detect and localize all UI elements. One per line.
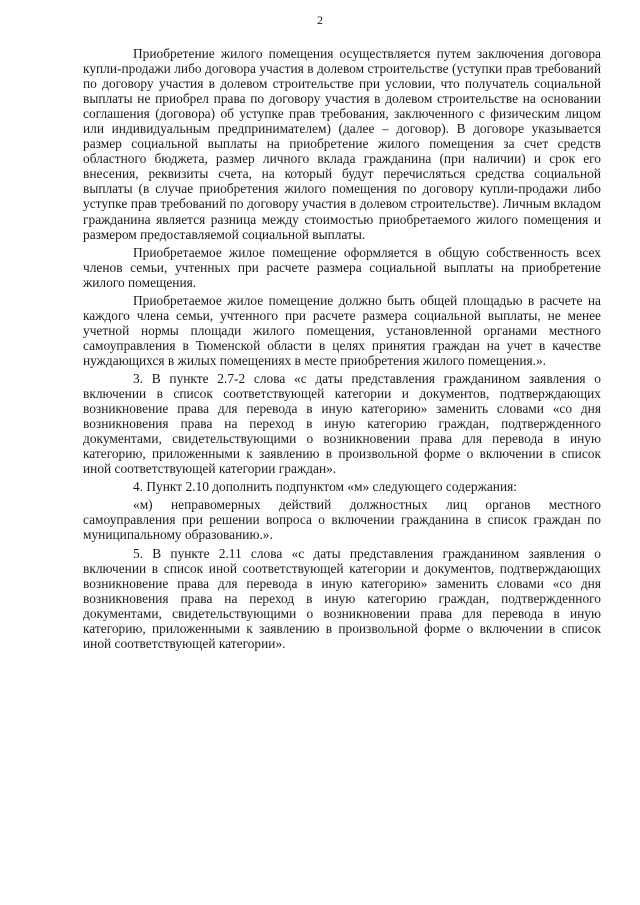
paragraph-item-5: 5. В пункте 2.11 слова «с даты представления гражданином заявления о включении в список иной соответствующей категории и документов, подтверждающих возникновение права для перевода в иную категорию» заменить словами «со дня возникновения права на переход в иную категорию граждан, подтвержденного документами, свидетельствующими о возникновении права для перевода в иную категорию, приложенными к заявлению в произвольной форме о включении в список иной соответствующей категории». <box>83 545 601 651</box>
paragraph-common-ownership: Приобретаемое жилое помещение оформляется в общую собственность всех членов семьи, учтенных при расчете размера социальной выплаты на приобретение жилого помещения. <box>83 244 601 290</box>
paragraph-subitem-m: «м) неправомерных действий должностных лиц органов местного самоуправления при решении вопроса о включении гражданина в список граждан по муниципальному образованию.». <box>83 497 601 543</box>
paragraph-housing-acquisition: Приобретение жилого помещения осуществляется путем заключения договора купли-продажи либо договора участия в долевом строительстве (уступки прав требований по договору участия в долевом строительстве при условии, что получатель социальной выплаты не приобрел права по договору участия в долевом строительстве на основании соглашения (договора) об уступке прав требования, заключенного с физическим лицом или индивидуальным предпринимателем) (далее – договор). В договоре указывается размер социальной выплаты на приобретение жилого помещения за счет средств областного бюджета, размер личного вклада гражданина (при наличии) и срок его внесения, реквизиты счета, на который будут перечисляться средства социальной выплаты (в случае приобретения жилого помещения по договору купли-продажи либо уступке прав требований по договору участия в долевом строительстве). Личным вкладом гражданина является разница между стоимостью приобретаемого жилого помещения и размером предоставляемой социальной выплаты. <box>83 46 601 242</box>
paragraph-item-3: 3. В пункте 2.7-2 слова «с даты представления гражданином заявления о включении в список соответствующей категории и документов, подтверждающих возникновение права для перевода в иную категорию» заменить словами «со дня возникновения права на переход в иную категорию граждан, подтвержденного документами, свидетельствующими о возникновении права для перевода в иную категорию, приложенными к заявлению в произвольной форме о включении в список иной соответствующей категории граждан». <box>83 370 601 477</box>
document-body <box>83 46 601 651</box>
page-number: 2 <box>317 13 323 27</box>
paragraph-item-4: 4. Пункт 2.10 дополнить подпунктом «м» следующего содержания: <box>133 479 518 495</box>
paragraph-area-requirement: Приобретаемое жилое помещение должно быть общей площадью в расчете на каждого члена семьи, учтенного при расчете размера социальной выплаты, не менее учетной нормы площади жилого помещения, установленной органами местного самоуправления в Тюменской области в целях принятия граждан на учет в качестве нуждающихся в жилых помещениях в месте приобретения жилого помещения.». <box>83 292 601 368</box>
